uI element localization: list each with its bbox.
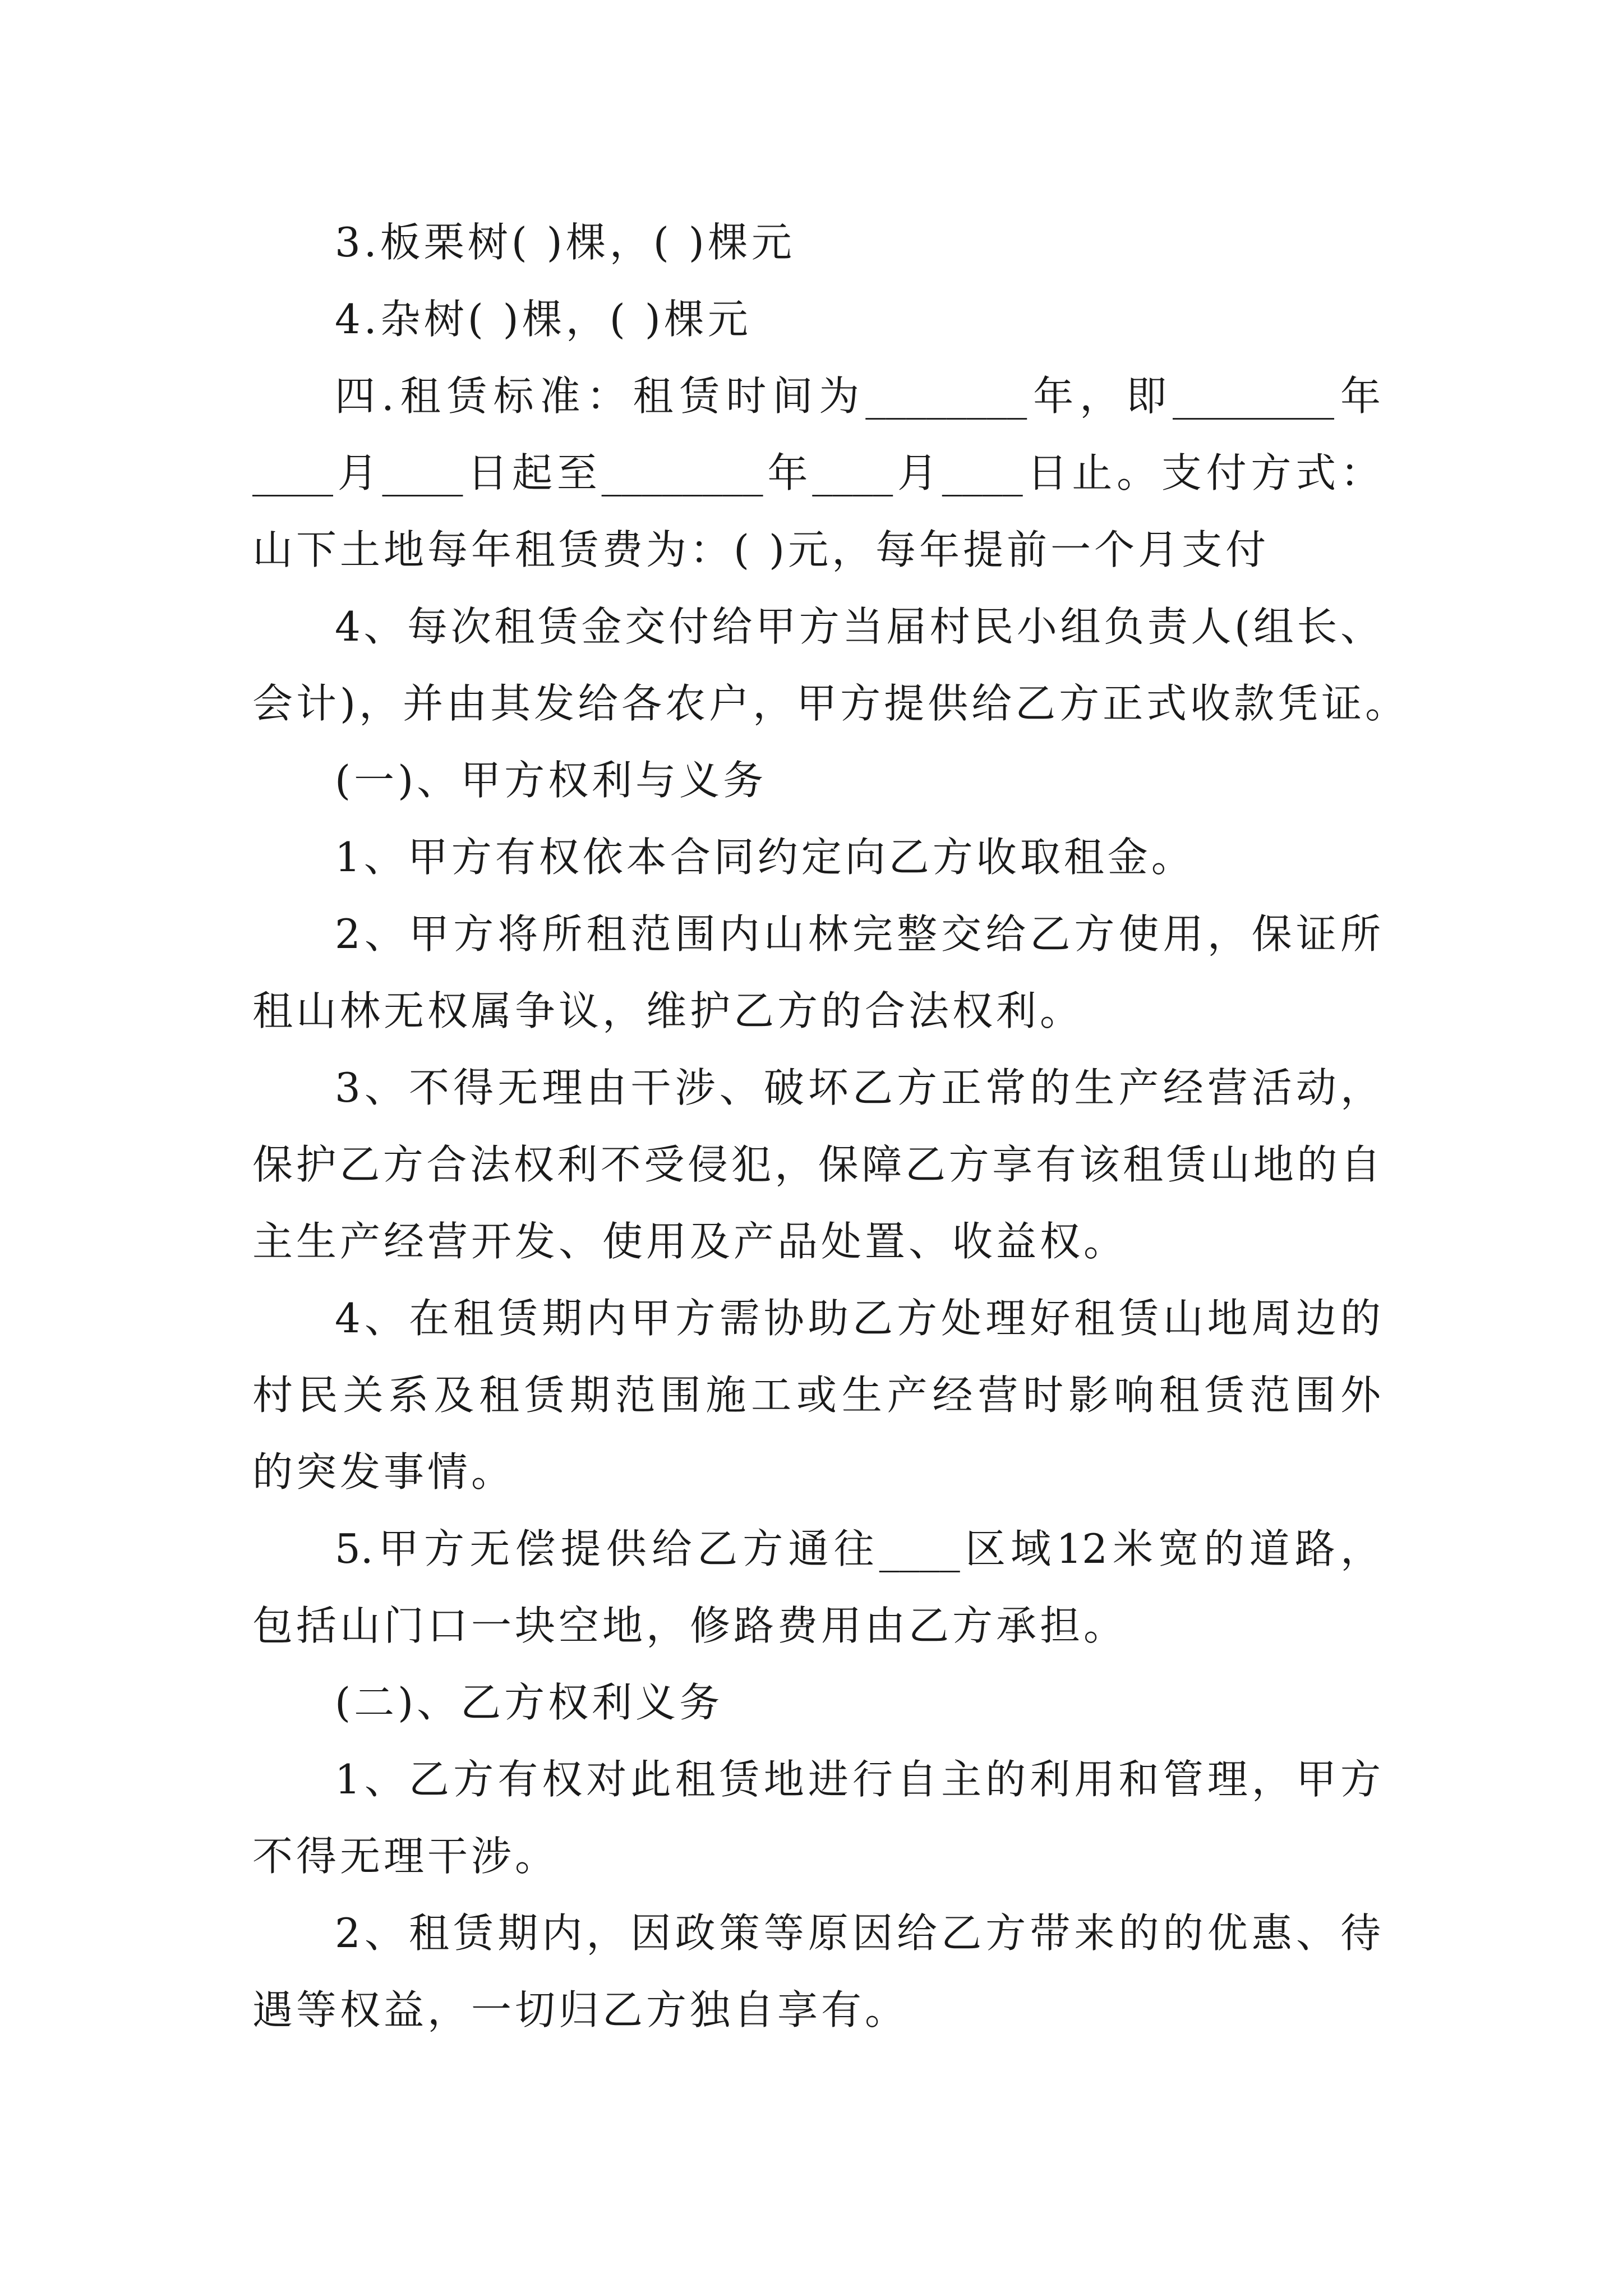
paragraph-party-a-3 <box>252 1050 1381 1280</box>
paragraph-item-4 <box>252 281 1381 358</box>
paragraph-party-b-2 <box>252 1895 1381 2049</box>
text-line: 2、甲方将所租范围内山林完整交给乙方使用，保证所 <box>335 910 1381 958</box>
text-line: 1、甲方有权依本合同约定向乙方收取租金。 <box>335 834 1195 881</box>
text-line: (二)、乙方权利义务 <box>335 1679 723 1726</box>
paragraph-lease-terms <box>252 358 1381 588</box>
text-line: 4、每次租赁金交付给甲方当届村民小组负责人(组长、 <box>335 603 1381 650</box>
text-line: 主生产经营开发、使用及产品处置、收益权。 <box>252 1218 1128 1265</box>
text-line: 遇等权益，一切归乙方独自享有。 <box>252 1986 909 2033</box>
text-line: ____月____日起至________年____月____日止。支付方式： <box>252 449 1381 496</box>
paragraph-party-a-4 <box>252 1280 1381 1511</box>
text-line: 四.租赁标准：租赁时间为________年，即________年 <box>335 372 1381 420</box>
text-line: 的突发事情。 <box>252 1448 515 1496</box>
paragraph-party-a-1 <box>252 819 1381 896</box>
text-line: 5.甲方无偿提供给乙方通往____区域12米宽的道路， <box>335 1525 1381 1572</box>
text-line: 4、在租赁期内甲方需协助乙方处理好租赁山地周边的 <box>335 1295 1381 1342</box>
text-line: 2、租赁期内，因政策等原因给乙方带来的的优惠、待 <box>335 1910 1381 1957</box>
text-line: 租山林无权属争议，维护乙方的合法权利。 <box>252 987 1084 1034</box>
section-heading-party-a <box>252 742 1381 819</box>
text-line: 不得无理干涉。 <box>252 1833 559 1880</box>
document-page <box>252 204 1409 2049</box>
text-line: (一)、甲方权利与义务 <box>335 757 767 804</box>
text-line: 包括山门口一块空地，修路费用由乙方承担。 <box>252 1602 1128 1649</box>
section-heading-party-b <box>252 1664 1381 1741</box>
paragraph-party-a-5 <box>252 1511 1381 1664</box>
paragraph-payment <box>252 588 1409 742</box>
text-line: 保护乙方合法权利不受侵犯，保障乙方享有该租赁山地的自 <box>252 1141 1381 1188</box>
text-line: 山下土地每年租赁费为：( )元，每年提前一个月支付 <box>252 526 1270 573</box>
text-line: 3、不得无理由干涉、破坏乙方正常的生产经营活动， <box>335 1064 1381 1111</box>
text-line: 4.杂树( )棵，( )棵元 <box>335 296 751 343</box>
paragraph-party-b-1 <box>252 1741 1381 1895</box>
text-line: 1、乙方有权对此租赁地进行自主的利用和管理，甲方 <box>335 1756 1381 1803</box>
text-line: 村民关系及租赁期范围施工或生产经营时影响租赁范围外 <box>252 1372 1381 1419</box>
paragraph-party-a-2 <box>252 896 1381 1050</box>
text-line: 会计)，并由其发给各农户，甲方提供给乙方正式收款凭证。 <box>252 680 1409 727</box>
text-line: 3.板栗树( )棵，( )棵元 <box>335 219 795 266</box>
paragraph-item-3 <box>252 204 1381 281</box>
